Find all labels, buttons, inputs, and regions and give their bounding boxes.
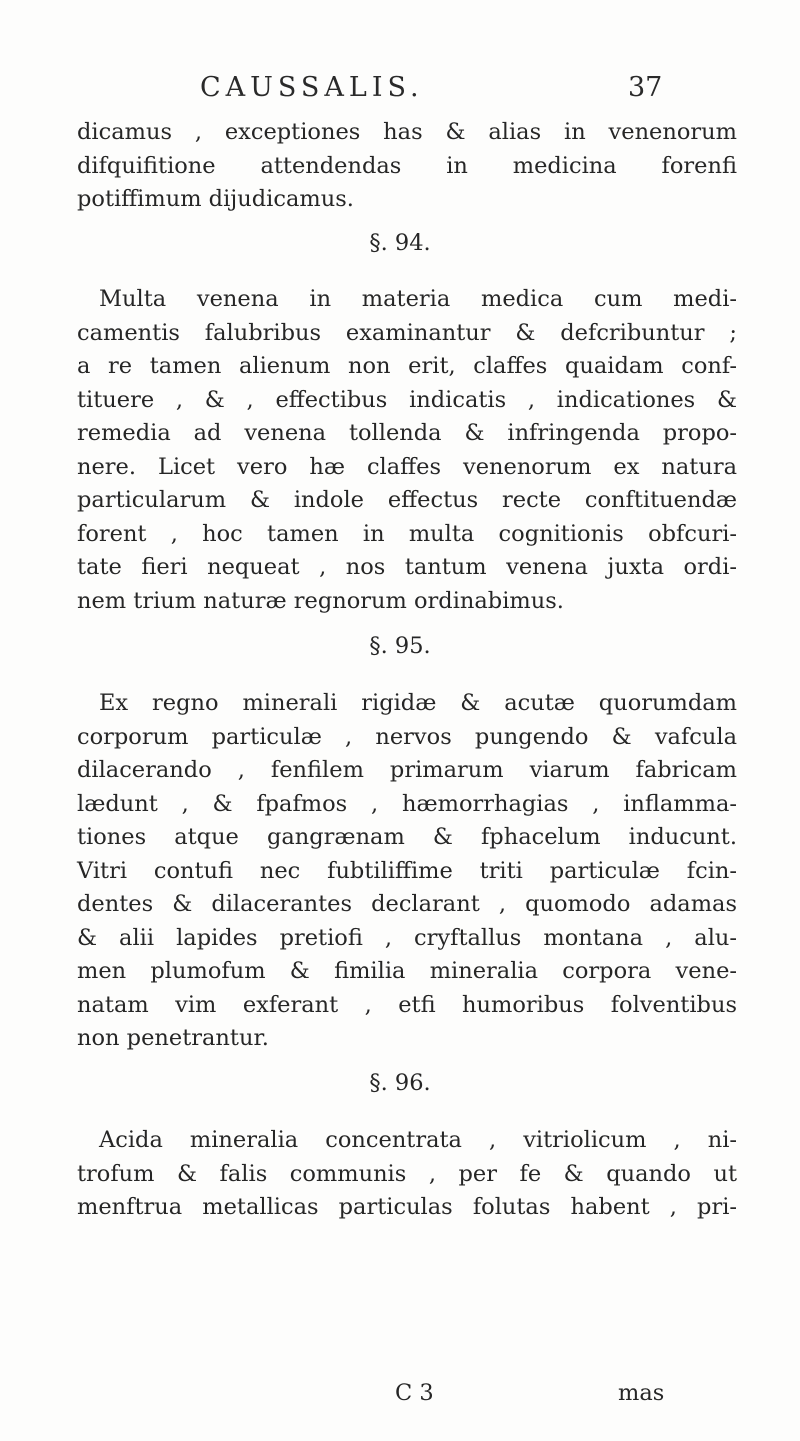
text-line: potiffimum dijudicamus. <box>77 186 354 212</box>
text-line: a re tamen alienum non erit, claffes quaidam conf- <box>77 353 737 379</box>
running-title: CAUSSALIS. <box>200 72 424 103</box>
section-95-paragraph <box>77 687 737 1056</box>
text-line: dentes & dilacerantes declarant , quomodo adamas <box>77 891 737 917</box>
text-line: remedia ad venena tollenda & infringenda propo- <box>77 420 737 446</box>
signature-mark: C 3 <box>395 1380 434 1406</box>
text-line: tituere , & , effectibus indicatis , indicationes & <box>77 386 737 413</box>
text-line: non penetrantur. <box>77 1025 269 1051</box>
text-line: nem trium naturæ regnorum ordinabimus. <box>77 587 564 614</box>
section-heading-96: §. 96. <box>369 1070 431 1096</box>
text-line: dicamus , exceptiones has & alias in venenorum <box>77 119 737 145</box>
text-line: trofum & falis communis , per fe & quando ut <box>77 1160 737 1187</box>
section-heading-95: §. 95. <box>369 633 431 659</box>
text-line: Acida mineralia concentrata , vitriolicum , ni- <box>99 1127 737 1153</box>
section-94-paragraph <box>77 283 737 618</box>
text-line: men plumofum & fimilia mineralia corpora vene- <box>77 958 737 984</box>
text-line: Vitri contufi nec fubtiliffime triti particulæ fcin- <box>77 857 737 884</box>
text-line: natam vim exferant , etfi humoribus folventibus <box>77 991 737 1018</box>
text-line: lædunt , & fpafmos , hæmorrhagias , inflamma- <box>77 790 737 817</box>
text-line: camentis falubribus examinantur & defcribuntur ; <box>77 319 737 346</box>
text-line: tate fieri nequeat , nos tantum venena juxta ordi- <box>77 554 737 580</box>
text-line: Ex regno minerali rigidæ & acutæ quorumdam <box>99 690 737 716</box>
text-line: particularum & indole effectus recte conftituendæ <box>77 487 737 513</box>
text-line: Multa venena in materia medica cum medi- <box>99 286 737 312</box>
text-line: difquifitione attendendas in medicina forenfi <box>77 152 737 179</box>
intro-paragraph <box>77 116 737 217</box>
text-line: dilacerando , fenfilem primarum viarum fabricam <box>77 757 737 783</box>
text-line: tiones atque gangrænam & fphacelum inducunt. <box>77 824 737 850</box>
catchword: mas <box>618 1380 665 1406</box>
page-footer <box>0 1380 800 1420</box>
text-line: forent , hoc tamen in multa cognitionis obfcuri- <box>77 520 737 547</box>
section-heading-94: §. 94. <box>369 230 431 256</box>
text-line: nere. Licet vero hæ claffes venenorum ex natura <box>77 453 737 480</box>
page-number: 37 <box>628 72 663 103</box>
text-line: menftrua metallicas particulas folutas habent , pri- <box>77 1194 737 1220</box>
text-line: & alii lapides pretiofi , cryftallus montana , alu- <box>77 924 737 951</box>
text-line: corporum particulæ , nervos pungendo & vafcula <box>77 723 737 750</box>
section-96-paragraph <box>77 1124 737 1225</box>
